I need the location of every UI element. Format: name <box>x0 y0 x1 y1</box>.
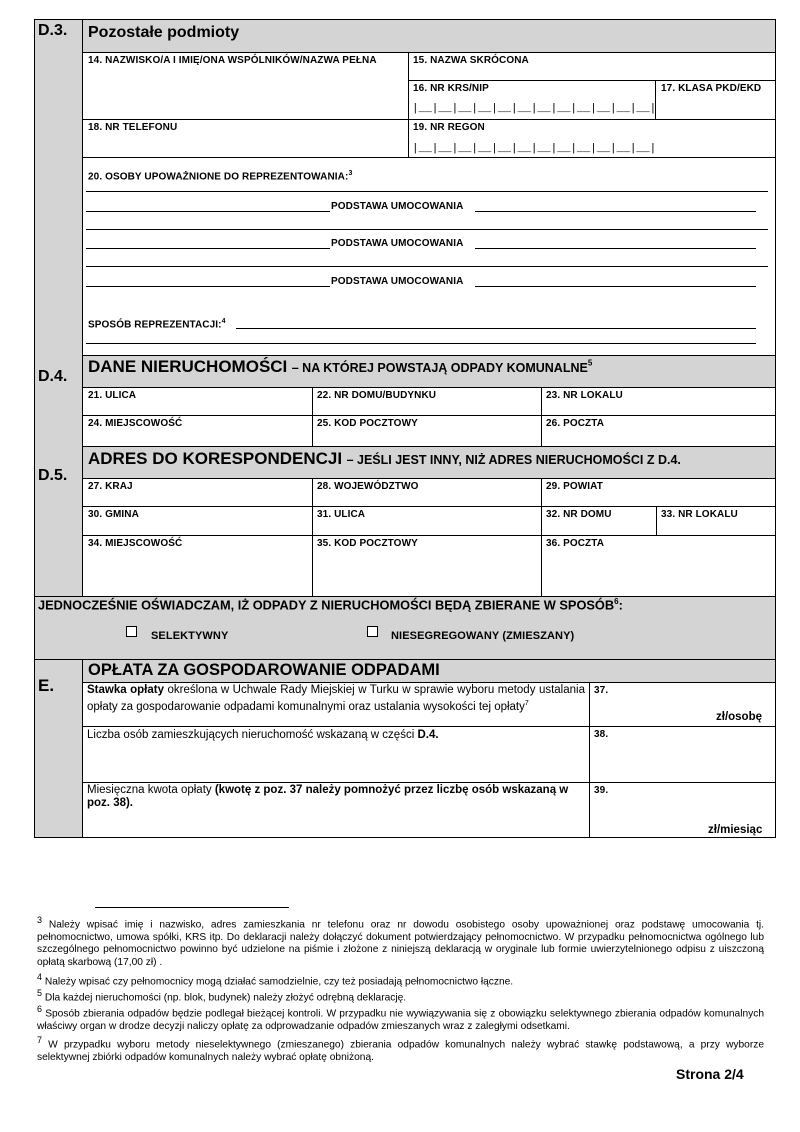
row-37-text: określona w Uchwale Rady Miejskiej w Turku w sprawie wyboru metody ustalania opłaty za gospodarowanie odpadami komunalnymi oraz ustalania wysokości tej opłaty <box>87 684 585 713</box>
hline <box>408 80 776 81</box>
vline <box>312 387 313 446</box>
footnote-4-text: Należy wpisać czy pełnomocnicy mogą działać samodzielnie, czy też posiadają pełnomocnictwo łączne. <box>42 976 514 988</box>
field-31-label: 31. ULICA <box>317 509 366 520</box>
field-17-label: 17. KLASA PKD/EKD <box>661 83 762 94</box>
footnote-4-num: 4 <box>37 972 43 982</box>
d5-title: ADRES DO KORESPONDENCJI <box>88 449 343 468</box>
hline <box>82 157 776 158</box>
footnote-7 <box>37 1034 764 1064</box>
footnote-6 <box>37 1003 764 1033</box>
rep-line-4a[interactable] <box>86 248 330 249</box>
d4-title-row <box>88 357 592 377</box>
vline <box>408 52 409 157</box>
footnote-separator <box>95 907 289 908</box>
checkbox-selektywny[interactable] <box>126 626 137 637</box>
hline <box>82 782 776 783</box>
left-column-bg <box>34 19 82 596</box>
unit-zl-miesiac: zł/miesiąc <box>708 824 763 836</box>
frame-right <box>775 19 776 838</box>
hline <box>82 119 776 120</box>
row-37-bold: Stawka opłaty <box>87 684 164 696</box>
rep-line-1[interactable] <box>86 191 768 192</box>
podstawa-label-1: PODSTAWA UMOCOWANIA <box>331 201 464 212</box>
d4-sup: 5 <box>587 358 593 368</box>
declaration-text-row <box>38 597 623 612</box>
section-code-e: E. <box>38 676 55 695</box>
frame-left <box>34 19 35 838</box>
vline <box>589 682 590 838</box>
hline <box>82 387 776 388</box>
field-26-label: 26. POCZTA <box>546 418 605 429</box>
checkbox-niesegregowany[interactable] <box>367 626 378 637</box>
hline <box>82 478 776 479</box>
field-27-label: 27. KRAJ <box>88 481 133 492</box>
footnote-7-text: W przypadku wyboru metody nieselektywnego (zmieszanego) zbierania odpadów komunalnych należy wybrać stawkę podstawową, a przy wyborze selektywnej zbiórki odpadów komunalnych należy wybrać opłatę obniżoną. <box>37 1039 764 1063</box>
declaration-sup: 6 <box>614 597 619 606</box>
d5-title-row <box>88 449 681 469</box>
row-37-description <box>87 684 585 714</box>
field-18-label: 18. NR TELEFONU <box>88 122 178 133</box>
sposob-line-2[interactable] <box>86 343 756 344</box>
rep-line-2b[interactable] <box>475 211 756 212</box>
hline <box>82 446 776 447</box>
d4-subtitle: – NA KTÓREJ POWSTAJĄ ODPADY KOMUNALNE <box>291 361 588 375</box>
field-24-label: 24. MIEJSCOWOŚĆ <box>88 418 183 429</box>
field-14-label: 14. NAZWISKO/A I IMIĘ/ONA WSPÓLNIKÓW/NAZWA PEŁNA <box>88 55 377 66</box>
field-30-label: 30. GMINA <box>88 509 139 520</box>
field-37-number: 37. <box>594 685 609 696</box>
field-16-label: 16. NR KRS/NIP <box>413 83 489 94</box>
d5-subtitle: – JEŚLI JEST INNY, NIŻ ADRES NIERUCHOMOŚCI Z D.4. <box>346 453 681 467</box>
field-39-number: 39. <box>594 785 609 796</box>
d3-title: Pozostałe podmioty <box>88 24 240 41</box>
field-38-number: 38. <box>594 729 609 740</box>
rep-line-2a[interactable] <box>86 211 330 212</box>
row-38-description <box>87 729 585 742</box>
field-19-label: 19. NR REGON <box>413 122 485 133</box>
row-38-text: Liczba osób zamieszkujących nieruchomość wskazaną w części <box>87 729 418 741</box>
footnote-3 <box>37 914 764 969</box>
vline <box>541 387 542 446</box>
unit-zl-osobe: zł/osobę <box>716 711 763 723</box>
footnote-3-num: 3 <box>37 915 43 925</box>
vline <box>312 478 313 596</box>
field-28-label: 28. WOJEWÓDZTWO <box>317 481 419 492</box>
field-32-label: 32. NR DOMU <box>546 509 612 520</box>
left-col-divider <box>82 19 83 596</box>
hline <box>82 726 776 727</box>
row-39-text: Miesięczna kwota opłaty <box>87 784 215 796</box>
hline <box>82 355 776 356</box>
rep-line-5[interactable] <box>86 266 768 267</box>
field-34-label: 34. MIEJSCOWOŚĆ <box>88 538 183 549</box>
row-39-description <box>87 784 585 810</box>
field-21-label: 21. ULICA <box>88 390 137 401</box>
vline <box>541 478 542 596</box>
podstawa-label-3: PODSTAWA UMOCOWANIA <box>331 276 464 287</box>
option-selektywny-label: SELEKTYWNY <box>151 630 229 642</box>
page-number: Strona 2/4 <box>676 1066 744 1082</box>
footnote-6-num: 6 <box>37 1004 43 1014</box>
field-20-sup: 3 <box>348 170 353 177</box>
regon-segments[interactable]: |__|__|__|__|__|__|__|__|__|__|__|__| <box>412 143 657 155</box>
sposob-line-1[interactable] <box>236 328 756 329</box>
declaration-colon: : <box>618 597 623 613</box>
declaration-text: JEDNOCZEŚNIE OŚWIADCZAM, IŻ ODPADY Z NIERUCHOMOŚCI BĘDĄ ZBIERANE W SPOSÓB <box>38 597 615 613</box>
hline <box>82 415 776 416</box>
field-35-label: 35. KOD POCZTOWY <box>317 538 418 549</box>
field-29-label: 29. POWIAT <box>546 481 603 492</box>
row-37-sup: 7 <box>524 700 529 707</box>
footnote-3-text: Należy wpisać imię i nazwisko, adres zamieszkania nr telefonu oraz nr dowodu osobistego osoby upoważnionej oraz podstawę umocowania tj. pełnomocnictwo, umowa spółki, KRS itp. Do deklaracji należy dołączyć dokument potwierdzający pełnomocnictwo. W przypadku pełnomocnictwa ogólnego lub szczególnego pełnomocnictwo powinno być udzielone na piśmie i złożone z niniejszą deklaracją w oryginale lub formie uwierzytelnionego odpisu z uiszczoną opłatą skarbową (17,00 zł) . <box>37 919 764 968</box>
rep-line-6a[interactable] <box>86 286 330 287</box>
field-22-label: 22. NR DOMU/BUDYNKU <box>317 390 437 401</box>
option-niesegregowany-label: NIESEGREGOWANY (ZMIESZANY) <box>391 630 575 642</box>
field-20-label <box>88 170 352 182</box>
section-code-d5: D.5. <box>38 467 68 484</box>
hline <box>82 52 776 53</box>
rep-line-6b[interactable] <box>475 286 756 287</box>
sposob-label <box>88 318 226 330</box>
field-33-label: 33. NR LOKALU <box>661 509 738 520</box>
section-code-d3: D.3. <box>38 22 68 39</box>
field-15-label: 15. NAZWA SKRÓCONA <box>413 55 529 66</box>
rep-line-4b[interactable] <box>475 248 756 249</box>
e-title: OPŁATA ZA GOSPODAROWANIE ODPADAMI <box>88 661 440 679</box>
d4-title: DANE NIERUCHOMOŚCI <box>88 357 288 376</box>
field-25-label: 25. KOD POCZTOWY <box>317 418 418 429</box>
krs-nip-segments[interactable]: |__|__|__|__|__|__|__|__|__|__|__|__| <box>412 103 657 115</box>
sposob-text: SPOSÓB REPREZENTACJI: <box>88 319 222 331</box>
frame-bottom <box>34 837 776 838</box>
hline <box>34 659 776 660</box>
section-code-d4: D.4. <box>38 368 68 385</box>
sposob-sup: 4 <box>221 318 226 325</box>
row-39-bold: (kwotę z poz. 37 należy pomnożyć przez liczbę osób wskazaną w poz. 38). <box>87 784 569 809</box>
footnote-7-num: 7 <box>37 1035 43 1045</box>
frame-top <box>34 19 776 20</box>
footnote-5-num: 5 <box>37 988 43 998</box>
hline <box>82 535 776 536</box>
vline <box>656 506 657 535</box>
field-23-label: 23. NR LOKALU <box>546 390 623 401</box>
hline <box>82 682 776 683</box>
field-20-text: 20. OSOBY UPOWAŻNIONE DO REPREZENTOWANIA: <box>88 171 349 183</box>
hline <box>82 506 776 507</box>
left-col-divider-e <box>82 659 83 838</box>
podstawa-label-2: PODSTAWA UMOCOWANIA <box>331 238 464 249</box>
rep-line-3[interactable] <box>86 229 768 230</box>
field-36-label: 36. POCZTA <box>546 538 605 549</box>
footnote-6-text: Sposób zbierania odpadów będzie podlegał bieżącej kontroli. W przypadku nie wywiązywania się z obowiązku selektywnego zbierania odpadów komunalnych właściwy organ w drodze decyzji naliczy opłatę za odprowadzanie odpadów zmieszanych wraz z zaległymi odsetkami. <box>37 1008 764 1032</box>
row-38-bold: D.4. <box>417 729 439 741</box>
footnote-5-text: Dla każdej nieruchomości (np. blok, budynek) należy złożyć odrębną deklarację. <box>42 992 407 1004</box>
